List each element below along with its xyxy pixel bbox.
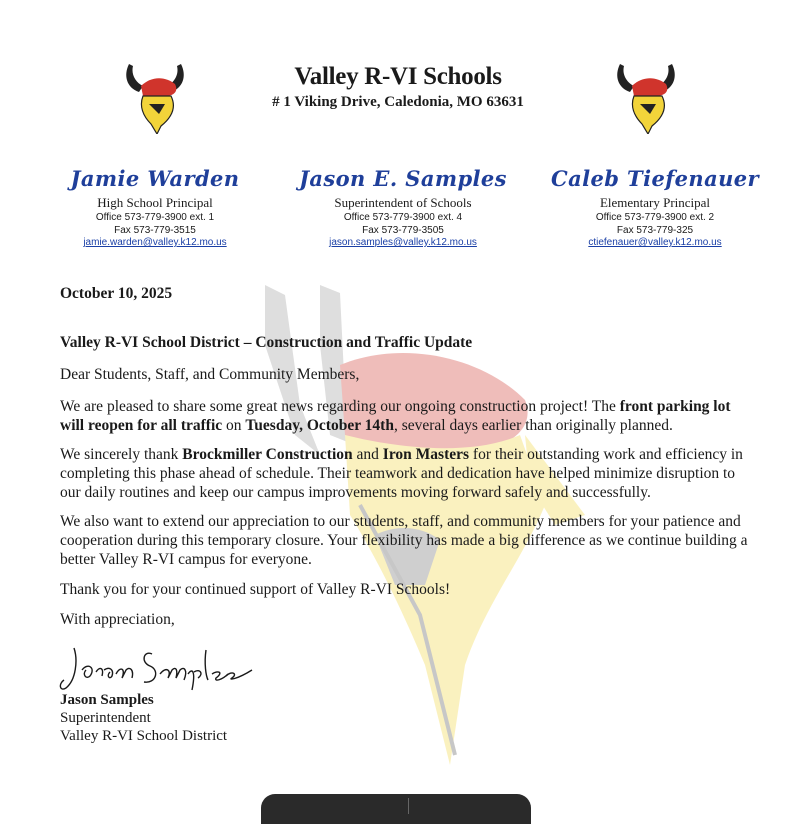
text-run: , several days earlier than originally planned. — [393, 417, 673, 434]
text-run: for their outstanding work and efficiency in completing this phase ahead of schedule. Their teamwork and dedication have helped minimize disruption to our daily routines and keep our campus improvements moving forward safely and successfully. — [60, 446, 743, 501]
letter-greeting: Dear Students, Staff, and Community Members, — [60, 366, 360, 383]
text-run: We sincerely thank — [60, 446, 183, 463]
text-run-bold: front parking lot will reopen for all traffic — [60, 398, 731, 434]
staff-signature: Jason E. Samples — [299, 166, 507, 191]
letter-thanks: Thank you for your continued support of Valley R-VI Schools! — [60, 581, 451, 598]
signer-block — [60, 691, 227, 745]
toolbar-divider — [408, 798, 409, 814]
staff-role: Superintendent of Schools — [334, 195, 472, 210]
staff-role: High School Principal — [97, 195, 213, 210]
letter-paragraph-3: We also want to extend our appreciation to our students, staff, and community members for your patience and cooperation during this temporary closure. Your flexibility has made a big difference as we continue building a better Valley R-VI campus for everyone. — [60, 513, 748, 568]
district-address: # 1 Viking Drive, Caledonia, MO 63631 — [272, 94, 524, 110]
staff-block-elem-principal — [540, 166, 770, 249]
viewer-toolbar[interactable] — [261, 794, 531, 824]
letter-paragraph-1 — [60, 397, 750, 435]
signer-org: Valley R-VI School District — [60, 728, 228, 744]
staff-signature: Caleb Tiefenauer — [551, 166, 759, 191]
signer-title: Superintendent — [60, 710, 151, 726]
text-run: We are pleased to share some great news regarding our ongoing construction project! The — [60, 398, 620, 415]
staff-fax: Fax 573-779-3505 — [362, 225, 444, 236]
letter-paragraph-2 — [60, 445, 750, 502]
staff-email-link[interactable]: jason.samples@valley.k12.mo.us — [329, 237, 477, 248]
staff-fax: Fax 573-779-325 — [616, 225, 694, 236]
text-run-bold: Brockmiller Construction — [182, 446, 353, 463]
staff-email-link[interactable]: ctiefenauer@valley.k12.mo.us — [588, 237, 722, 248]
text-run-bold: Tuesday, October 14th — [245, 417, 394, 434]
signer-name: Jason Samples — [60, 692, 154, 708]
staff-email-link[interactable]: jamie.warden@valley.k12.mo.us — [83, 237, 227, 248]
text-run: and — [352, 446, 383, 463]
staff-role: Elementary Principal — [599, 195, 711, 210]
letter-closing: With appreciation, — [60, 611, 175, 628]
letter-subject: Valley R-VI School District – Construction and Traffic Update — [60, 334, 473, 351]
staff-office-phone: Office 573-779-3900 ext. 4 — [343, 212, 463, 223]
staff-block-superintendent — [288, 166, 518, 249]
staff-signature: Jamie Warden — [70, 166, 240, 191]
text-run: on — [222, 417, 246, 434]
district-title: Valley R-VI Schools — [294, 63, 502, 90]
staff-office-phone: Office 573-779-3900 ext. 2 — [595, 212, 715, 223]
handwritten-signature — [56, 640, 256, 695]
letter-date: October 10, 2025 — [60, 285, 173, 302]
staff-office-phone: Office 573-779-3900 ext. 1 — [95, 212, 215, 223]
text-run-bold: Iron Masters — [382, 446, 470, 463]
staff-fax: Fax 573-779-3515 — [114, 225, 196, 236]
staff-block-hs-principal — [40, 166, 270, 249]
